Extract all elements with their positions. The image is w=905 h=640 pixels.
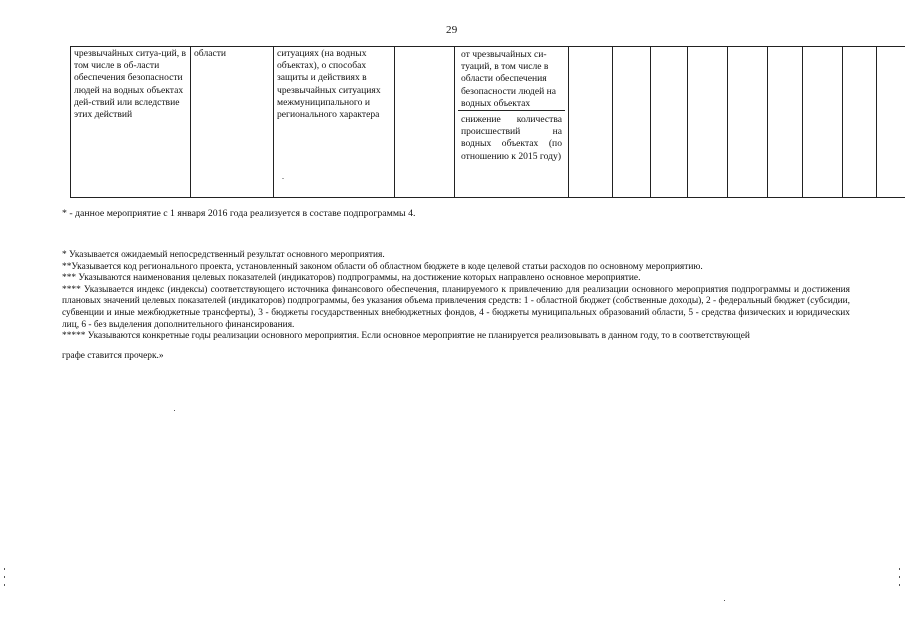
table-cell-empty	[803, 47, 843, 198]
table-cell-empty	[843, 47, 877, 198]
table-cell-empty	[613, 47, 651, 198]
stray-mark: .	[282, 172, 284, 181]
footnote-3: *** Указываются наименования целевых показателей (индикаторов) подпрограммы, на достижение которых направлено основное мероприятие.	[62, 273, 641, 284]
scan-artifact	[174, 410, 175, 411]
footnotes-block	[62, 250, 850, 362]
table-cell-empty	[877, 47, 905, 198]
footnote-4: **** Указывается индекс (индексы) соответствующего источника финансового обеспечения, планируемого к привлечению для реализации основного мероприятия подпрограммы и достижения плановых значений целевых показателей (индикаторов) подпрограммы, без указания объема привлечения средств: 1 - областной бюджет (собственные доходы), 2 - федеральный бюджет (субсидии, субвенции и иные межбюджетные трансферты), 3 - бюджеты государственных внебюджетных фондов, 4 - бюджеты муниципальных образований области, 5 - средства физических и юридических лиц, 6 - без выделения дополнительного финансирования.	[62, 284, 850, 330]
footnote-5-continuation: графе ставится прочерк.»	[62, 350, 164, 361]
footnote-1: * Указывается ожидаемый непосредственный результат основного мероприятия.	[62, 250, 385, 260]
table-cell-code	[395, 47, 455, 198]
table-cell-empty	[569, 47, 613, 198]
program-activities-table	[70, 46, 905, 198]
indicator-protection-text: от чрезвычайных си-туаций, в том числе в области обеспечения безопасности людей на водных объектах	[458, 48, 565, 111]
scan-artifact	[899, 576, 900, 578]
indicator-incidents-text: снижение количества происшествий на водных объектах (по отношению к 2015 году)	[461, 114, 562, 162]
scan-artifact	[899, 568, 900, 570]
scan-artifact	[4, 584, 5, 586]
scan-artifact	[4, 568, 5, 570]
scan-artifact	[724, 600, 725, 601]
table-cell-expected-result: ситуациях (на водных объектах), о способах защиты и действиях в чрезвычайных ситуациях межмуниципального и регионального характера	[274, 47, 395, 198]
table-footnote: * - данное мероприятие с 1 января 2016 года реализуется в составе подпрограммы 4.	[62, 208, 416, 219]
footnote-2: **Указывается код регионального проекта, установленный законом области об областном бюджете в коде целевой статьи расходов по основному мероприятию.	[62, 261, 703, 272]
table-cell-responsible: области	[191, 47, 274, 198]
table-cell-empty	[728, 47, 768, 198]
table-cell-empty	[651, 47, 688, 198]
page-number: 29	[446, 24, 458, 36]
table-cell-activity-name: чрезвычайных ситуа-ций, в том числе в об-ласти обеспечения безопасности людей на водных объектах дей-ствий или вследствие этих действий	[71, 47, 191, 198]
table-cell-empty	[768, 47, 803, 198]
table-cell-empty	[688, 47, 728, 198]
table-cell-indicators	[455, 47, 569, 198]
scan-artifact	[899, 584, 900, 586]
scan-artifact	[4, 576, 5, 578]
footnote-5: ***** Указываются конкретные годы реализации основного мероприятия. Если основное мероприятие не планируется реализовывать в данном году, то в соответствующей	[62, 331, 750, 342]
